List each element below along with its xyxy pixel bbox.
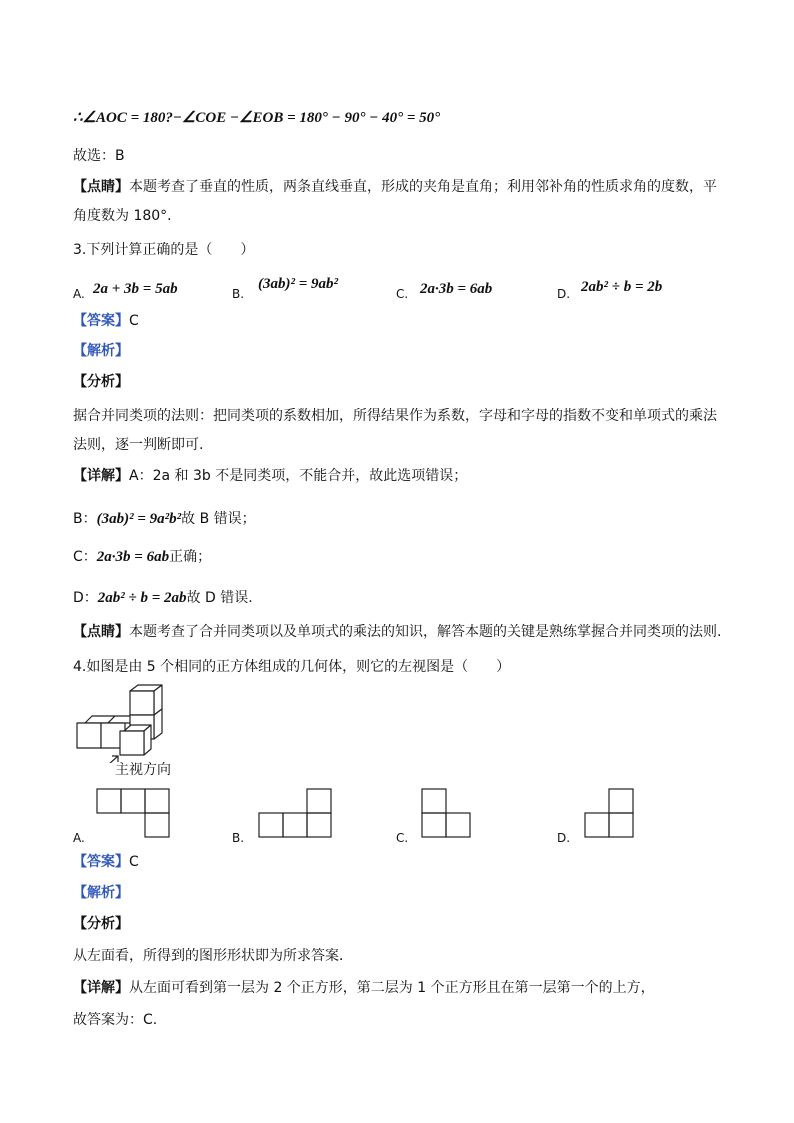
q3-detail-b [73, 509, 256, 529]
q3-option-c-letter: C. [396, 287, 409, 301]
detail-tag: 【详解】 [73, 980, 129, 996]
detail-a-text: A：2a 和 3b 不是同类项，不能合并，故此选项错误； [129, 468, 468, 484]
detail-tag: 【详解】 [73, 468, 129, 484]
q4-option-c: C. [396, 831, 409, 845]
review-text: 本题考查了垂直的性质，两条直线垂直，形成的夹角是直角；利用邻补角的性质求角的度数，平 [129, 179, 717, 195]
q3-option-b-expr: (3ab)² = 9ab² [258, 276, 339, 292]
cube-figure [72, 683, 192, 763]
q4-conclusion: 故答案为：C. [73, 1012, 158, 1028]
q3-fenxi-tag: 【分析】 [73, 374, 129, 390]
review-tag: 【点睛】 [73, 179, 129, 195]
q4-option-b: B. [232, 831, 245, 845]
q4-answer [73, 852, 139, 872]
q4-fenxi: 从左面看，所得到的图形形状即为所求答案． [73, 948, 353, 964]
q2-review [73, 177, 717, 197]
answer-value: C [129, 313, 139, 329]
review-tag: 【点睛】 [73, 624, 129, 640]
q2-choice: 故选：B [73, 148, 125, 164]
q3-stem: 3.下列计算正确的是（ ） [73, 242, 255, 258]
detail-b-prefix: B： [73, 511, 97, 527]
detail-b-expr: (3ab)² = 9a²b² [96, 511, 182, 527]
detail-d-suffix: 故 D 错误. [186, 590, 253, 606]
detail-text: 从左面可看到第一层为 2 个正方形，第二层为 1 个正方形且在第一层第一个的上方， [129, 980, 655, 996]
figure-label: 主视方向 [115, 762, 171, 778]
detail-c-expr: 2a·3b = 6ab [96, 549, 170, 565]
q3-fenxi-line2: 法则，逐一判断即可. [73, 437, 204, 453]
detail-c-prefix: C： [73, 549, 97, 565]
q3-detail-c [73, 547, 211, 567]
q4-option-d: D. [557, 831, 571, 845]
q4-stem: 4.如图是由 5 个相同的正方体组成的几何体，则它的左视图是（ ） [73, 659, 511, 675]
q4-fenxi-tag: 【分析】 [73, 916, 129, 932]
review-text: 本题考查了合并同类项以及单项式的乘法的知识，解答本题的关键是熟练掌握合并同类项的法则. [129, 624, 722, 640]
answer-tag: 【答案】 [73, 313, 129, 329]
q4-option-c-shape [421, 788, 471, 838]
detail-d-expr: 2ab² ÷ b = 2ab [97, 590, 187, 606]
q3-fenxi-line1: 据合并同类项的法则：把同类项的系数相加，所得结果作为系数，字母和字母的指数不变和单项式的乘法 [73, 408, 717, 424]
q2-review-cont: 角度数为 180°． [73, 208, 182, 224]
q3-option-c-expr: 2a·3b = 6ab [420, 281, 493, 297]
angle-formula: ∴∠AOC = 180?−∠COE −∠EOB = 180° − 90° − 40° = 50° [73, 110, 441, 126]
q3-answer [73, 311, 139, 331]
q3-detail-d [73, 588, 253, 608]
q3-option-a-letter: A. [73, 287, 85, 301]
detail-d-prefix: D： [73, 590, 98, 606]
answer-value: C [129, 854, 139, 870]
q4-option-a: A. [73, 831, 85, 845]
q3-review [73, 622, 721, 642]
detail-c-suffix: 正确； [169, 549, 212, 565]
answer-tag: 【答案】 [73, 854, 129, 870]
q3-option-d-expr: 2ab² ÷ b = 2b [581, 279, 663, 295]
q4-analysis-tag: 【解析】 [73, 885, 129, 901]
q4-option-b-shape [258, 788, 332, 838]
q4-detail [73, 978, 655, 998]
q4-option-a-shape [96, 788, 170, 838]
detail-b-suffix: 故 B 错误； [181, 511, 256, 527]
q4-option-d-shape [584, 788, 634, 838]
q3-option-a-expr: 2a + 3b = 5ab [93, 281, 178, 297]
q3-option-d-letter: D. [557, 287, 571, 301]
q3-option-b-letter: B. [232, 287, 245, 301]
q3-analysis-tag: 【解析】 [73, 343, 129, 359]
q3-detail-a [73, 466, 467, 486]
